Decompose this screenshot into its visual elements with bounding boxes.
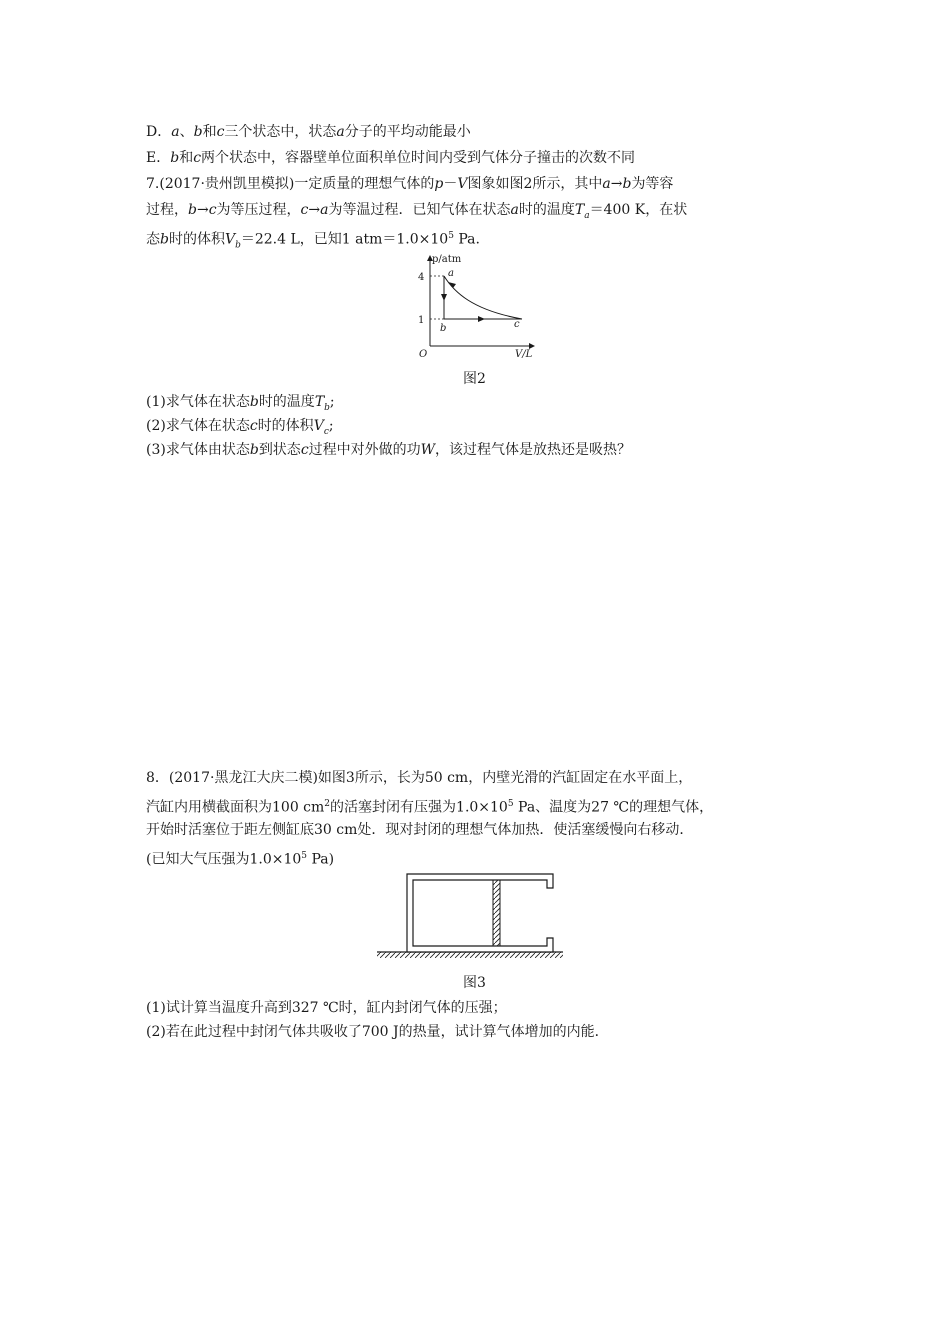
q8-line-2: 汽缸内用横截面积为100 $cm^2$的活塞封闭有压强为$1.0\times 10^5$ Pa、温度为27 ℃的理想气体， (146, 799, 714, 816)
q8-line-3: 开始时活塞位于距左侧缸底30 cm处．现对封闭的理想气体加热．使活塞缓慢向右移动． (146, 822, 694, 838)
q7-line-1: 7.(2017·贵州凯里模拟)一定质量的理想气体的p－V图象如图2所示，其中a→b为等容 (146, 176, 674, 192)
q8-line-1: 8．(2017·黑龙江大庆二模)如图3所示，长为50 cm，内壁光滑的汽缸固定在水平面上， (146, 770, 693, 786)
figure-3-caption: 图3 (463, 975, 486, 991)
option-d: D．a、b和c三个状态中，状态a分子的平均动能最小 (146, 124, 471, 140)
arrow-b-c (478, 316, 485, 322)
q8-line-4: (已知大气压强为$1.0\times 10^5$ Pa) (146, 851, 335, 868)
piston (493, 880, 500, 946)
q8-sub-1: (1)试计算当温度升高到327 ℃时，缸内封闭气体的压强； (146, 1000, 507, 1016)
q7-line-3: 态b时的体积$V_b=22.4$ L，已知1 $atm=1.0\times 10^5$ Pa. (146, 231, 480, 251)
pv-diagram (410, 252, 540, 362)
point-b-label: b (440, 323, 447, 334)
point-c-label: c (514, 319, 520, 330)
process-c-a (444, 276, 522, 319)
option-e: E．b和c两个状态中，容器壁单位面积单位时间内受到气体分子撞击的次数不同 (146, 150, 636, 166)
point-a-label: a (448, 268, 454, 279)
cylinder-wall (407, 874, 553, 952)
figure-2-caption: 图2 (463, 371, 486, 387)
q7-sub-2: (2)求气体在状态c时的体积$V_c$; (146, 418, 334, 437)
arrow-a-b (441, 294, 447, 301)
tick-1: 1 (418, 315, 425, 326)
q7-sub-1: (1)求气体在状态b时的温度$T_b$; (146, 394, 335, 413)
tick-4: 4 (418, 272, 425, 283)
y-axis-label: p/atm (432, 254, 462, 265)
ground-hatch (377, 952, 563, 958)
q7-sub-3: (3)求气体由状态b到状态c过程中对外做的功W，该过程气体是放热还是吸热？ (146, 442, 632, 458)
cylinder-diagram (375, 868, 575, 968)
origin-label: O (419, 349, 428, 360)
x-axis-label: V/L (515, 349, 533, 360)
q8-sub-2: (2)若在此过程中封闭气体共吸收了700 J的热量，试计算气体增加的内能． (146, 1024, 609, 1040)
q7-line-2: 过程，b→c为等压过程，c→a为等温过程．已知气体在状态a时的温度$T_a=400$ K，在状 (146, 202, 688, 221)
